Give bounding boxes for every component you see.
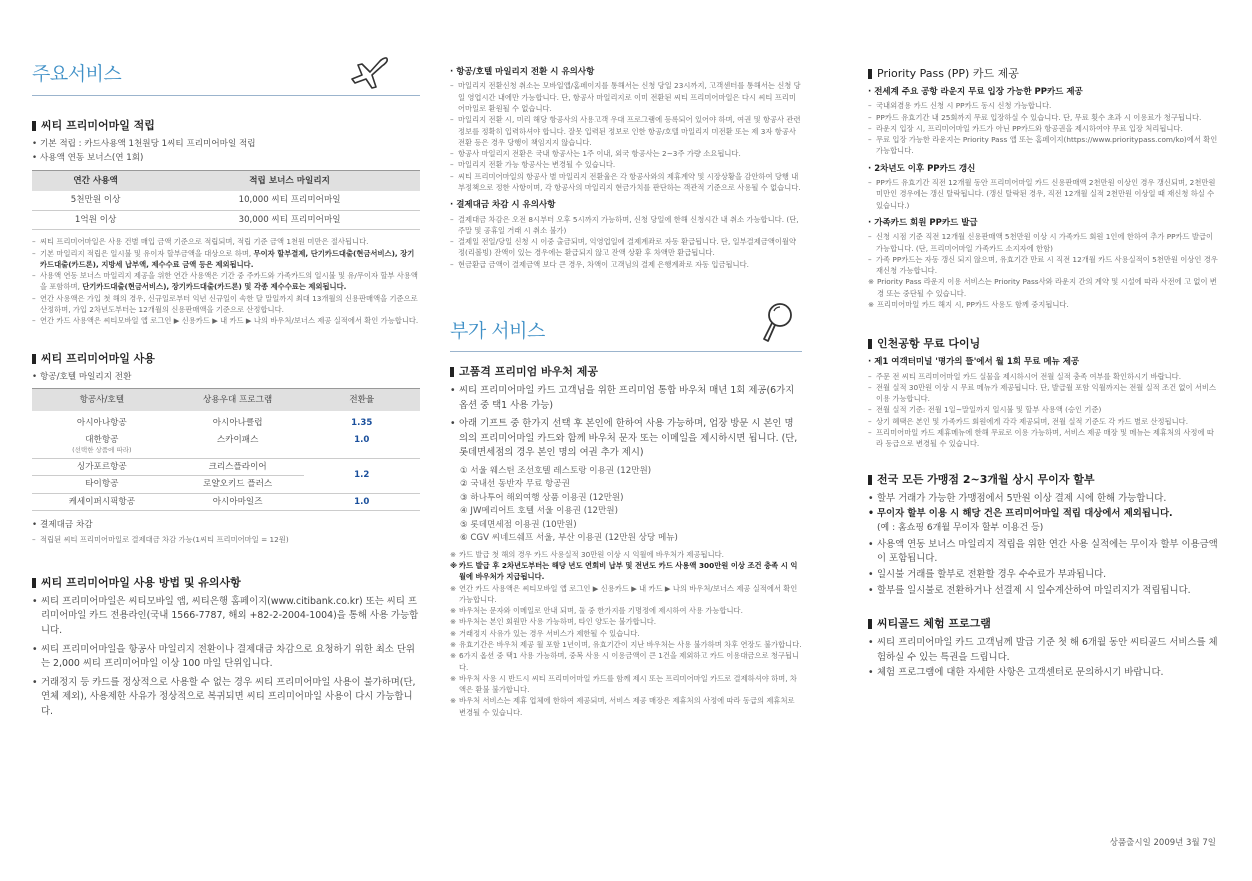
section-dining (868, 336, 1220, 449)
installment-example: (예 : 홈쇼핑 6개월 무이자 할부 이용건 등) (877, 522, 1044, 533)
voucher-note: ※ 유효기간은 바우처 제공 월 포함 1년이며, 유효기간이 지난 바우처는 사용 불가하며 차후 연장도 불가합니다. (450, 639, 802, 650)
section-header-main (32, 62, 420, 96)
heading-marker (868, 619, 872, 629)
heading-dining: 인천공항 무료 다이닝 (877, 337, 981, 351)
table-cell: 1.2 (304, 458, 420, 493)
table-cell: 30,000 씨티 프리미어마일 (159, 210, 420, 229)
note-usage-check: – 연간 카드 사용액은 씨티모바일 앱 로그인 ▶ 신용카드 ▶ 내 카드 ▶ 나의 바우처/보너스 제공 실적에서 확인 가능합니다. (32, 315, 420, 326)
note-pp-cancel: ※ 프리미어마일 카드 해지 시, PP카드 사용도 함께 중지됩니다. (868, 299, 1220, 310)
heading-priority-pass: Priority Pass (PP) 카드 제공 (877, 67, 1019, 80)
airline-name: 대한항공 (85, 434, 119, 445)
voucher-note: ※ 거래정지 사유가 있는 경우 서비스가 제한될 수 있습니다. (450, 628, 802, 639)
section-priority-pass (868, 66, 1220, 310)
table-cell: 1.0 (304, 493, 420, 510)
note-dining: – 프리미어마일 카드 제휴메뉴에 한해 무료로 이용 가능하며, 서비스 제공 매장 및 메뉴는 제휴처의 사정에 따라 동급으로 변경될 수 있습니다. (868, 427, 1220, 450)
bullet-voucher-annual: • 씨티 프리미어마일 카드 고객님을 위한 프리미엄 통합 바우처 매년 1회 제공(6가지 옵션 중 택1 사용 가능) (450, 384, 802, 413)
note-deduct-refund: – 결제일 전일/당일 신청 시 이중 출금되며, 익영업일에 결제계좌로 자동 환급됩니다. 단, 일부결제금액이월약정(리볼빙) 잔액이 있는 경우에는 환급되지 않고 잔액 상환 후 차액만 환급됩니다. (450, 236, 802, 259)
table-cell: 스카이패스 (172, 432, 304, 458)
table-cell: 10,000 씨티 프리미어마일 (159, 191, 420, 210)
note-pp-limit: – PP카드 유효기간 내 25회까지 무료 입장하실 수 있습니다. 단, 무료 횟수 초과 시 이용료가 청구됩니다. (868, 112, 1220, 123)
voucher-note: ※ 6가지 옵션 중 택1 사용 가능하며, 중복 사용 시 이용금액이 큰 1건을 제외하고 카드 이용대금으로 청구됩니다. (450, 650, 802, 673)
note-payment-deduct: – 적립된 씨티 프리미어마일로 결제대금 차감 가능(1씨티 프리미어마일 = 12원) (32, 534, 420, 545)
table-cell: 1억원 이상 (32, 210, 159, 229)
note-pp-family: – 신청 시점 기준 직전 12개월 신용판매액 5천만원 이상 시 가족카드 회원 1인에 한하여 추가 PP카드 발급이 가능합니다. (단, 프리미어마일 가족카드 소지자에 한함) (868, 231, 1220, 254)
bullet-suspension: • 거래정지 등 카드를 정상적으로 사용할 수 없는 경우 씨티 프리미어마일 사용이 불가하며(단, 연체 제외), 사용제한 사유가 정상적으로 복귀되면 씨티 프리미어마일 사용이 다시 가능합니다. (32, 676, 420, 720)
note-bold-text: 단기카드대출(현금서비스), 장기카드대출(카드론) 및 각종 제수수료는 제외됩니다. (82, 282, 347, 292)
table-cell: 아시아나항공 (76, 418, 127, 429)
section-transfer-notes (450, 66, 802, 193)
voucher-note: ※ 연간 카드 사용액은 씨티모바일 앱 로그인 ▶ 신용카드 ▶ 내 카드 ▶ 나의 바우처/보너스 제공 실적에서 확인 가능합니다. (450, 583, 802, 606)
table-cell (32, 432, 172, 458)
bullet-citigold: • 씨티 프리미어마일 카드 고객님께 발급 기준 첫 해 6개월 동안 씨티골드 서비스를 체험하실 수 있는 특권을 드립니다. (868, 636, 1220, 665)
note-registration: – 마일리지 전환 시, 미리 해당 항공사의 사용고객 우대 프로그램에 등록되어 있어야 하며, 여권 및 항공사 관련 정보를 정확히 입력하셔야 합니다. 잘못 입력된 정보로 인한 항공/호텔 마일리지 미전환 또는 제 3자 항공사 전환 등은 경우 당행이 책임지지 않습니다. (450, 114, 802, 148)
section-header-extra (450, 292, 802, 352)
list-item: ④ JW메리어트 호텔 서울 이용권 (12만원) (460, 506, 618, 517)
note-pp-entry: – 라운지 입장 시, 프리미어마일 카드가 아닌 PP카드와 항공권을 제시하여야 무료 입장 처리됩니다. (868, 123, 1220, 134)
note-dining: – 전월 실적 30만원 이상 시 무료 메뉴가 제공됩니다. 단, 발급월 포함 익월까지는 전월 실적 조건 없이 서비스 이용 가능합니다. (868, 382, 1220, 405)
section-deduct-notes (450, 199, 802, 270)
bullet-bonus: • 사용액 연동 보너스(연 1회) (32, 152, 420, 164)
table-row (32, 411, 420, 431)
sub-heading-lounge: · 전세계 주요 공항 라운지 무료 입장 가능한 PP카드 제공 (868, 86, 1083, 97)
section-mileage-use (32, 351, 420, 545)
note-deduct-time: – 결제대금 차감은 오전 8시부터 오후 5시까지 가능하며, 신청 당일에 한해 신청시간 내 취소 가능합니다. (단, 주말 및 공휴일 거래 시 취소 불가) (450, 214, 802, 237)
note-cancel: – 마일리지 전환신청 취소는 모바일앱/홈페이지를 통해서는 신청 당일 23시까지, 고객센터를 통해서는 신청 당일 영업시간 내에만 가능합니다. 단, 항공사 마일리지로 이미 전환된 씨티 프리미어마일은 다시 씨티 프리미어마일로 환원될 수 없습니다. (450, 80, 802, 114)
table-row (32, 493, 420, 510)
table-cell: 아시아마일즈 (172, 493, 304, 510)
table-cell: 아시아나클럽 (212, 418, 263, 429)
voucher-note: ※ 카드 발급 첫 해의 경우 카드 사용실적 30만원 이상 시 익월에 바우처가 제공됩니다. (450, 549, 802, 560)
note-text: 사용액 연동 보너스 마일리지 제공을 위한 연간 사용액은 기간 중 주카드와 가족카드의 일시불 및 유/무이자 할부 사용액을 포함하며, (40, 271, 418, 292)
launch-date: 상품출시일 2009년 3월 7일 (1109, 837, 1216, 848)
table-cell: 1.35 (351, 418, 373, 429)
voucher-note: ※ 카드 발급 후 2차년도부터는 해당 년도 연회비 납부 및 전년도 카드 사용액 300만원 이상 조건 충족 시 익월에 바우처가 지급됩니다. (450, 560, 802, 583)
transfer-header-program: 상용우대 프로그램 (172, 388, 304, 411)
heading-text: 항공/호텔 마일리지 전환 시 유의사항 (456, 67, 595, 77)
table-row (32, 458, 420, 475)
transfer-header-rate: 전환율 (304, 388, 420, 411)
note-usage-period: – 연간 사용액은 가입 첫 해의 경우, 신규일로부터 익년 신규일이 속한 달 말일까지 최대 13개월의 신용판매액을 기준으로 산정하며, 가입 2차년도부터는 12개월의 신용판매액을 기준으로 산정합니다. (32, 293, 420, 316)
note-pp-apply: – 국내외겸용 카드 신청 시 PP카드 동시 신청 가능합니다. (868, 100, 1220, 111)
magnifier-icon (760, 301, 794, 347)
note-dining: – 전월 실적 기준: 전월 1일~말일까지 일시불 및 할부 사용액 (승인 기준) (868, 404, 1220, 415)
table-row (32, 432, 420, 458)
heading-transfer-notes: · 항공/호텔 마일리지 전환 시 유의사항 (450, 67, 595, 77)
heading-marker (868, 339, 872, 349)
voucher-note: ※ 바우처 서비스는 제휴 업체에 한하여 제공되며, 서비스 제공 매장은 제휴처의 사정에 따라 동급의 제휴처로 변경될 수 있습니다. (450, 695, 802, 718)
bullet-payment-deduct: • 결제대금 차감 (32, 519, 420, 531)
bullet-transfer: • 항공/호텔 마일리지 전환 (32, 371, 420, 383)
list-item: ⑤ 롯데면세점 이용권 (10만원) (460, 519, 577, 530)
extra-services-title: 부가 서비스 (450, 319, 545, 342)
voucher-note: ※ 바우처는 문자와 이메일로 안내 되며, 둘 중 한가지를 기명정에 제시하여 사용 가능합니다. (450, 605, 802, 616)
column-main-services (32, 0, 420, 723)
bonus-table (32, 170, 420, 230)
heading-citigold: 씨티골드 체험 프로그램 (877, 617, 991, 631)
heading-marker (450, 367, 454, 377)
page-title: 주요서비스 (32, 63, 122, 86)
section-mileage-earn (32, 118, 420, 327)
table-cell: 싱가포르항공 (32, 458, 172, 475)
note-pp-lounges: – 무료 입장 가능한 라운지는 Priority Pass 앱 또는 홈페이지(https://www.prioritypass.com/ko)에서 확인 가능합니다. (868, 134, 1220, 157)
bullet-installment: • 일시불 거래를 할부로 전환할 경우 수수료가 부과됩니다. (868, 568, 1220, 583)
bullet-voucher-use: • 아래 기프트 중 한가지 선택 후 본인에 한하여 사용 가능하며, 업장 방문 시 본인 명의의 프리미어마일 카드와 함께 바우처 문자 또는 이메일을 제시하시면 됩니다. (단, 롯데면세점의 경우 본인 명의 여권 추가 제시) (450, 417, 802, 461)
note-basic-exclusion (32, 248, 420, 271)
voucher-note: ※ 바우처는 본인 회원만 사용 가능하며, 타인 양도는 불가합니다. (450, 616, 802, 627)
transfer-header-airline: 항공사/호텔 (32, 388, 172, 411)
column-notes-extra (450, 0, 802, 718)
bullet-installment: • 할부를 일시불로 전환하거나 선결제 시 일수계산하여 마일리지가 적립됩니다. (868, 584, 1220, 599)
heading-installment: 전국 모든 가맹점 2~3개월 상시 무이자 할부 (877, 472, 1095, 486)
list-item: ③ 하나투어 해외여행 상품 이용권 (12만원) (460, 492, 624, 503)
note-pp-renewal: – PP카드 유효기간 직전 12개월 동안 프리미어마일 카드 신용판매액 2천만원 이상인 경우 갱신되며, 2천만원 미만인 경우에는 갱신 탈락됩니다. (갱신 탈락된 경우, 직전 12개월 실적 2천만원 이상일 때 재신청 하실 수 있습니다.) (868, 177, 1220, 211)
section-voucher (450, 364, 802, 718)
column-benefits (868, 0, 1220, 685)
note-dining: – 주문 전 씨티 프리미어마일 카드 실물을 제시하시어 전월 실적 충족 여부를 확인하시기 바랍니다. (868, 371, 1220, 382)
table-cell: 5천만원 이상 (32, 191, 159, 210)
bullet-basic-earn: • 기본 적립 : 카드사용액 1천원당 1씨티 프리미어마일 적립 (32, 138, 420, 150)
heading-mileage-use: 씨티 프리미어마일 사용 (41, 351, 155, 365)
heading-usage-method: 씨티 프리미어마일 사용 방법 및 유의사항 (41, 575, 241, 589)
bullet-usage-channel: • 씨티 프리미어마일은 씨티모바일 앱, 씨티은행 홈페이지(www.citibank.co.kr) 또는 씨티 프리미어마일 카드 전용라인(국내 1566-7787, 해외 +82-2-2004-1004)을 통해 사용 가능합니다. (32, 595, 420, 639)
bullet-citigold: • 체험 프로그램에 대한 자세한 사항은 고객센터로 문의하시기 바랍니다. (868, 666, 1220, 681)
bullet-min-unit: • 씨티 프리미어마일을 항공사 마일리지 전환이나 결제대금 차감으로 요청하기 위한 최소 단위는 2,000 씨티 프리미어마일 이상 100 마일 단위입니다. (32, 643, 420, 672)
heading-marker (32, 354, 36, 364)
heading-marker (868, 475, 872, 485)
note-bonus-exclusion (32, 270, 420, 293)
bonus-table-header-bonus: 적립 보너스 마일리지 (159, 170, 420, 191)
airplane-icon (346, 51, 390, 91)
note-dining: – 상기 혜택은 본인 및 가족카드 회원에게 각각 제공되며, 전월 실적 기준도 각 카드 별로 산정됩니다. (868, 416, 1220, 427)
note-rounding: – 씨티 프리미어마일은 사용 건별 매입 금액 기준으로 적립되며, 적립 기준 금액 1천원 미만은 절사됩니다. (32, 236, 420, 247)
airline-note: (선택한 상품에 따라) (72, 446, 132, 455)
note-bold-text: 무이자 할부결제, 단기카드대출(현금서비스), 장기카드대출(카드론), 지방세 납부액, 제수수료 금액 등은 제외됩니다. (40, 248, 415, 269)
bullet-installment: • 할부 거래가 가능한 가맹점에서 5만원 이상 결제 시에 한해 가능합니다. (868, 492, 1220, 507)
table-row (32, 210, 420, 229)
section-installment (868, 472, 1220, 598)
bonus-table-header-usage: 연간 사용액 (32, 170, 159, 191)
heading-marker (32, 121, 36, 131)
note-pp-family-renew: – 가족 PP카드는 자동 갱신 되지 않으며, 유효기간 만료 시 직전 12개월 카드 사용실적이 5천만원 이상인 경우 재신청 가능합니다. (868, 254, 1220, 277)
bullet-installment-exclusion: • 무이자 할부 이용 시 해당 건은 프리미어마일 적립 대상에서 제외됩니다. (868, 507, 1220, 522)
table-cell: 케세이퍼시픽항공 (32, 493, 172, 510)
table-row (32, 191, 420, 210)
list-item: ① 서울 웨스틴 조선호텔 레스토랑 이용권 (12만원) (460, 465, 652, 476)
table-cell: 1.0 (304, 432, 420, 458)
voucher-note: ※ 바우처 사용 시 반드시 씨티 프리미어마일 카드를 함께 제시 또는 프리미어마일 카드로 결제하셔야 하며, 차액은 환불 불가합니다. (450, 673, 802, 696)
sub-heading-family: · 가족카드 회원 PP카드 발급 (868, 217, 978, 228)
sub-heading-renewal: · 2차년도 이후 PP카드 갱신 (868, 163, 976, 174)
heading-deduct-notes: · 결제대금 차감 시 유의사항 (450, 200, 556, 211)
heading-marker (868, 69, 872, 79)
section-usage-method (32, 575, 420, 720)
list-item: ② 국내선 동반자 무료 항공권 (460, 479, 570, 490)
section-citigold (868, 616, 1220, 681)
sub-heading-dining: · 제1 여객터미널 '명가의 뜰'에서 월 1회 무료 메뉴 제공 (868, 357, 1080, 368)
heading-voucher: 고품격 프리미엄 바우처 제공 (459, 365, 598, 379)
heading-mileage-earn: 씨티 프리미어마일 적립 (41, 119, 155, 132)
note-pp-change: ※ Priority Pass 라운지 이용 서비스는 Priority Pass사와 라운지 간의 계약 및 시설에 따라 사전에 고 없이 변경 또는 중단될 수 있습니다. (868, 276, 1220, 299)
note-airline-change: – 마일리지 전환 가능 항공사는 변경될 수 있습니다. (450, 159, 802, 170)
note-duration: – 항공사 마일리지 전환은 국내 항공사는 1주 이내, 외국 항공사는 2~3주 가량 소요됩니다. (450, 148, 802, 159)
note-text: 기본 마일리지 적립은 일시불 및 유이자 할부금액을 대상으로 하며, (40, 248, 254, 258)
note-rate-policy: – 씨티 프리미어마일의 항공사 별 마일리지 전환율은 각 항공사와의 제휴계약 및 시장상황을 감안하여 당행 내부정책으로 정한 사항이며, 각 항공사의 마일리지 현금가치를 판단하는 객관적 기준으로 사용될 수 없습니다. (450, 171, 802, 194)
heading-text: 결제대금 차감 시 유의사항 (456, 200, 556, 211)
bullet-installment: • 사용액 연동 보너스 마일리지 적립을 위한 연간 사용 실적에는 무이자 할부 이용금액이 포함됩니다. (868, 538, 1220, 567)
list-item: ⑥ CGV 씨네드쉐프 서울, 부산 이용권 (12만원 상당 메뉴) (460, 533, 678, 544)
note-deduct-excess: – 현금환급 금액이 결제금액 보다 큰 경우, 차액이 고객님의 결제 은행계좌로 자동 입금됩니다. (450, 259, 802, 270)
transfer-table (32, 388, 420, 511)
heading-marker (32, 578, 36, 588)
table-cell: 로얄오키드 플러스 (172, 476, 304, 493)
table-cell: 타이항공 (32, 476, 172, 493)
table-cell: 크리스플라이어 (172, 458, 304, 475)
voucher-options (450, 465, 802, 545)
